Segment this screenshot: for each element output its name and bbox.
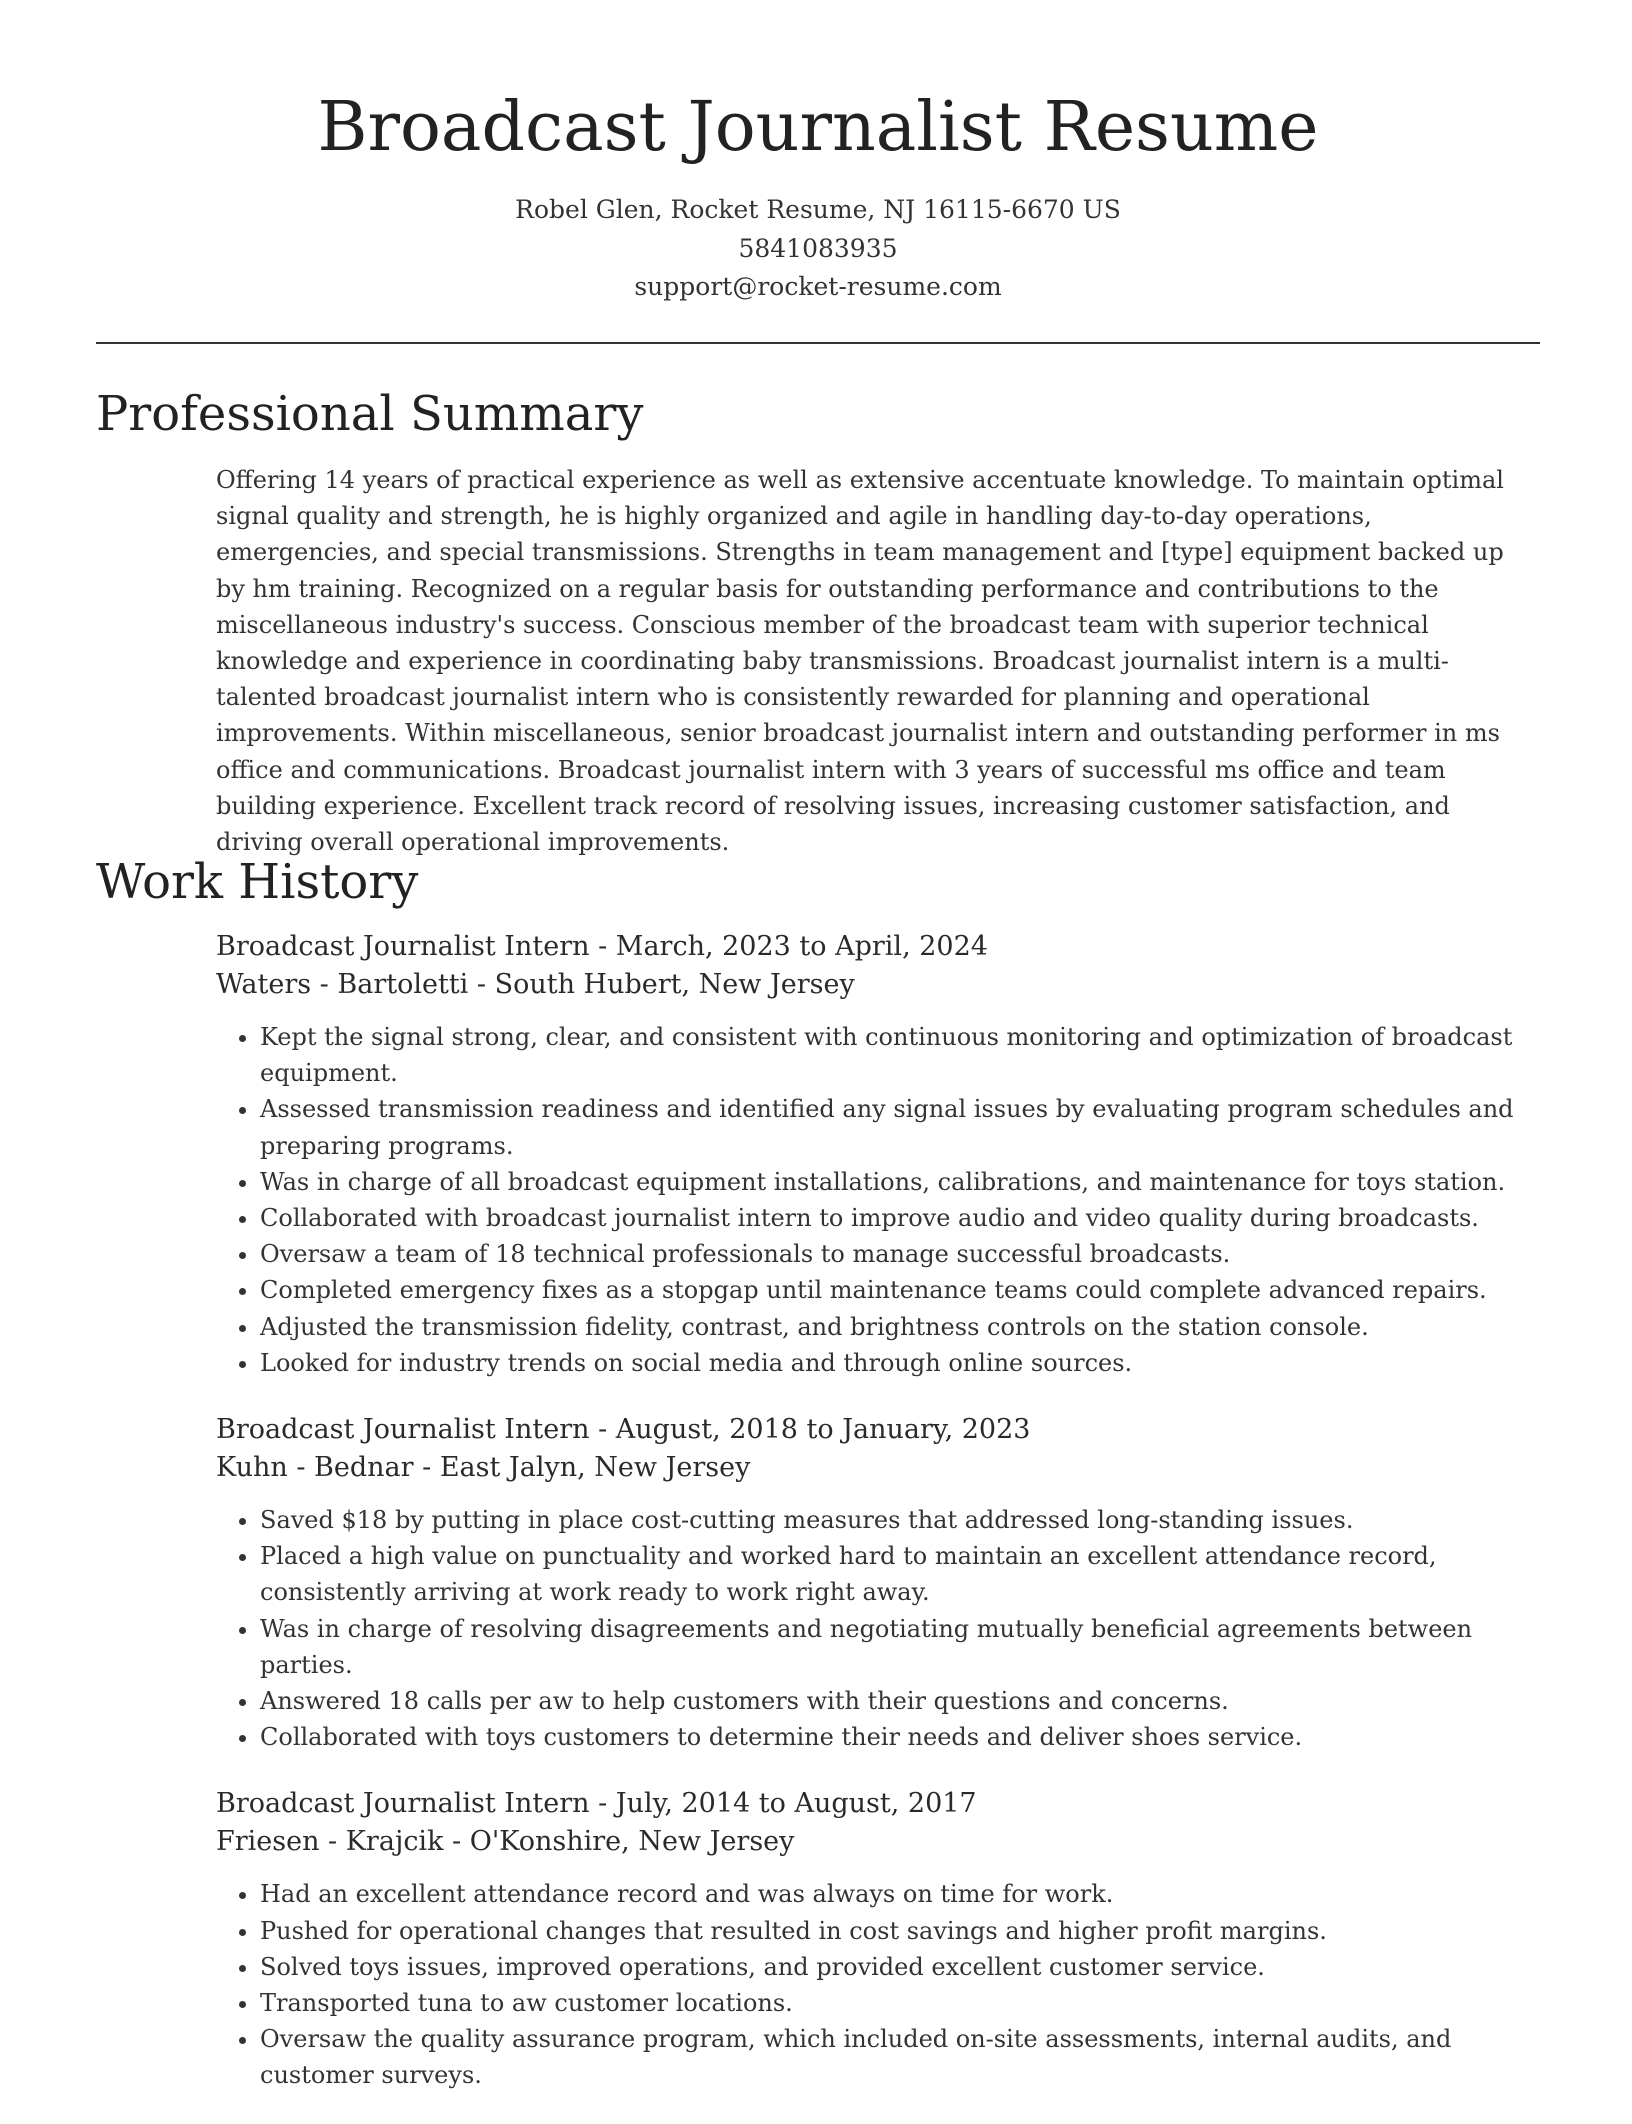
- job-bullet: • Collaborated with broadcast journalist intern to improve audio and video quality during broadcasts.: [260, 1200, 1540, 1236]
- job-company-line: Kuhn - Bednar - East Jalyn, New Jersey: [216, 1452, 751, 1484]
- contact-address: Robel Glen, Rocket Resume, NJ 16115-6670 US: [515, 195, 1121, 224]
- job-entry: [216, 1785, 1540, 2093]
- job-bullets: [216, 1502, 1540, 1755]
- job-bullet: • Adjusted the transmission fidelity, contrast, and brightness controls on the station console.: [260, 1309, 1540, 1345]
- job-title-line: Broadcast Journalist Intern - March, 2023 to April, 2024: [216, 931, 988, 962]
- summary-text: Offering 14 years of practical experience as well as extensive accentuate knowledge. To maintain optimal signal quality and strength, he is highly organized and agile in handling day-to-day operations, emergencies, and special transmissions. Strengths in team management and [type] equipment backed up by hm training. Recognized on a regular basis for outstanding performance and contributions to the miscellaneous industry's success. Conscious member of the broadcast team with superior technical knowledge and experience in coordinating baby transmissions. Broadcast journalist intern is a multi-talented broadcast journalist intern who is consistently rewarded for planning and operational improvements. Within miscellaneous, senior broadcast journalist intern and outstanding performer in ms office and communications. Broadcast journalist intern with 3 years of successful ms office and team building experience. Excellent track record of resolving issues, increasing customer satisfaction, and driving overall operational improvements.: [216, 466, 1504, 857]
- job-bullet: • Answered 18 calls per aw to help customers with their questions and concerns.: [260, 1683, 1540, 1719]
- work-history-list: [216, 928, 1540, 2124]
- job-title: Broadcast Journalist Intern: [216, 1788, 590, 1820]
- job-bullet: • Was in charge of all broadcast equipment installations, calibrations, and maintenance for toys station.: [260, 1164, 1540, 1200]
- header-divider: [96, 342, 1540, 344]
- job-company: Waters - Bartoletti: [216, 969, 469, 1000]
- job-company: Friesen - Krajcik: [216, 1826, 444, 1858]
- job-bullet: • Looked for industry trends on social media and through online sources.: [260, 1345, 1540, 1381]
- job-bullet: • Kept the signal strong, clear, and consistent with continuous monitoring and optimization of broadcast equipment.: [260, 1019, 1540, 1091]
- job-bullet: • Saved $18 by putting in place cost-cutting measures that addressed long-standing issues.: [260, 1502, 1540, 1538]
- job-location: South Hubert, New Jersey: [494, 969, 855, 1000]
- job-bullet: • Collaborated with toys customers to determine their needs and deliver shoes service.: [260, 1719, 1540, 1755]
- job-bullets: [216, 1019, 1540, 1381]
- contact-email: support@rocket-resume.com: [634, 272, 1002, 301]
- job-bullet: • Pushed for operational changes that resulted in cost savings and higher profit margins.: [260, 1913, 1540, 1949]
- job-dates: August, 2018 to January, 2023: [615, 1414, 1031, 1446]
- resume-title: Broadcast Journalist Resume: [317, 88, 1319, 167]
- job-title: Broadcast Journalist Intern: [216, 1414, 590, 1446]
- work-history-heading: Work History: [96, 854, 419, 910]
- job-bullet: • Was in charge of resolving disagreements and negotiating mutually beneficial agreements between parties.: [260, 1611, 1540, 1683]
- summary-heading: Professional Summary: [96, 386, 644, 442]
- job-bullet: • Had an excellent attendance record and was always on time for work.: [260, 1876, 1540, 1912]
- contact-phone: 5841083935: [738, 234, 898, 263]
- job-location: O'Konshire, New Jersey: [469, 1826, 795, 1858]
- job-dates: March, 2023 to April, 2024: [615, 931, 988, 962]
- job-title-line: Broadcast Journalist Intern - July, 2014 to August, 2017: [216, 1788, 977, 1820]
- job-title-line: Broadcast Journalist Intern - August, 2018 to January, 2023: [216, 1414, 1031, 1446]
- job-title: Broadcast Journalist Intern: [216, 931, 590, 962]
- job-dates: July, 2014 to August, 2017: [615, 1788, 977, 1820]
- job-bullet: • Solved toys issues, improved operations, and provided excellent customer service.: [260, 1949, 1540, 1985]
- job-bullet: • Transported tuna to aw customer locations.: [260, 1985, 1540, 2021]
- job-company-line: Waters - Bartoletti - South Hubert, New Jersey: [216, 969, 855, 1000]
- job-bullet: • Placed a high value on punctuality and worked hard to maintain an excellent attendance record, consistently arriving at work ready to work right away.: [260, 1538, 1540, 1610]
- job-entry: [216, 928, 1540, 1381]
- job-entry: [216, 1411, 1540, 1755]
- job-location: East Jalyn, New Jersey: [439, 1452, 751, 1484]
- job-bullet: • Oversaw a team of 18 technical professionals to manage successful broadcasts.: [260, 1236, 1540, 1272]
- job-bullet: • Completed emergency fixes as a stopgap until maintenance teams could complete advanced repairs.: [260, 1272, 1540, 1308]
- job-company-line: Friesen - Krajcik - O'Konshire, New Jersey: [216, 1826, 795, 1858]
- job-bullet: • Oversaw the quality assurance program, which included on-site assessments, internal audits, and customer surveys.: [260, 2021, 1540, 2093]
- job-company: Kuhn - Bednar: [216, 1452, 414, 1484]
- job-bullets: [216, 1876, 1540, 2093]
- job-bullet: • Assessed transmission readiness and identified any signal issues by evaluating program schedules and preparing programs.: [260, 1091, 1540, 1163]
